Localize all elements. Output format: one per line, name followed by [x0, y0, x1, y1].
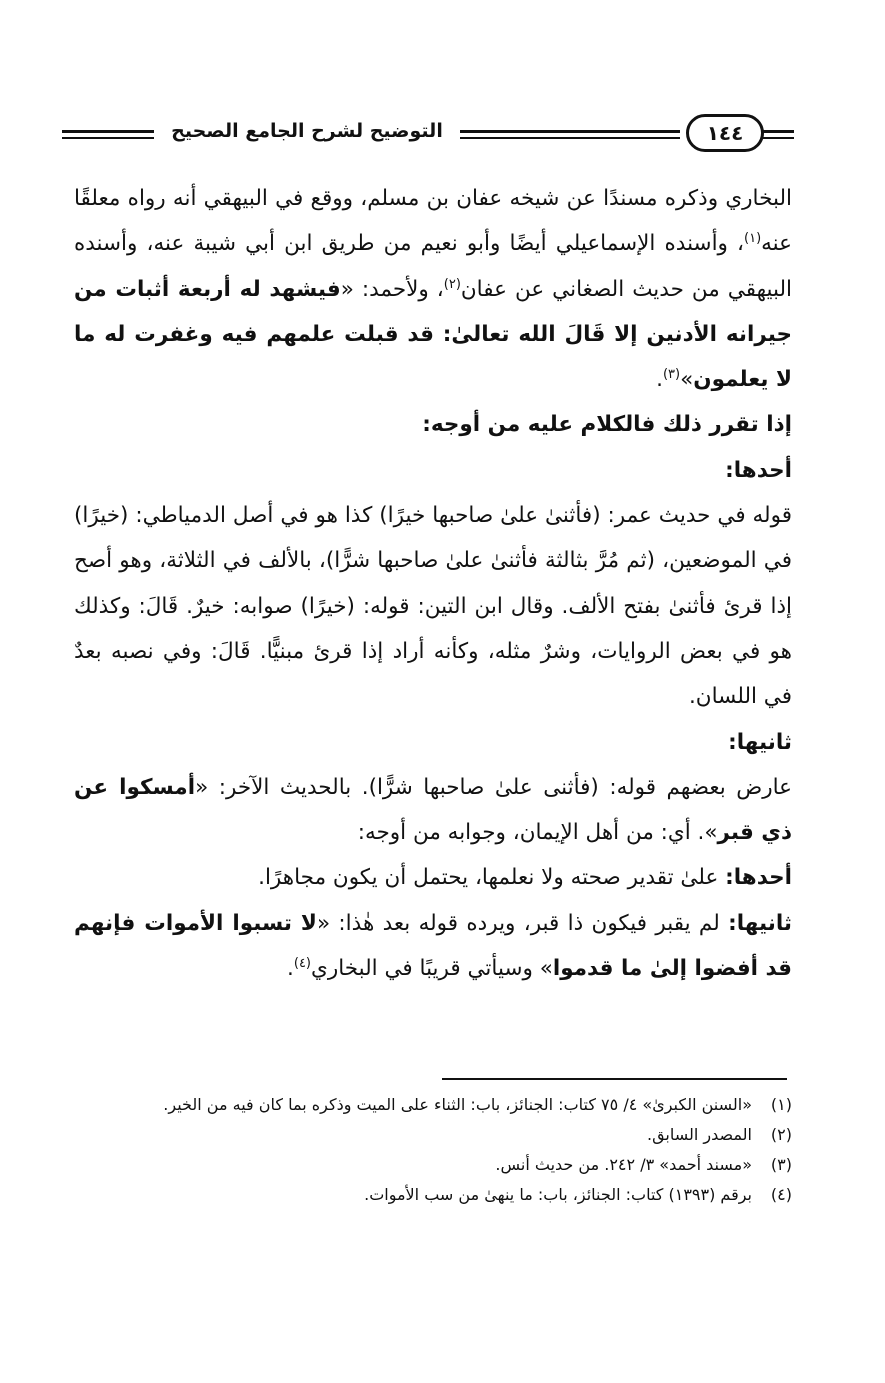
running-title: التوضيح لشرح الجامع الصحيح	[171, 120, 443, 142]
paragraph	[74, 855, 792, 900]
text-run: ». أي: من أهل الإيمان، وجوابه من أوجه:	[357, 820, 718, 846]
hadith-quote: لا تسبوا الأموات فإنهم قد أفضوا إلىٰ ما قدموا	[74, 910, 792, 982]
footnote-separator	[442, 1078, 787, 1080]
point-label: ثانيها:	[728, 910, 792, 936]
text-run: ، وأسنده الإسماعيلي أيضًا وأبو نعيم من طريق ابن أبي شيبة عنه، وأسنده البيهقي من حديث الصغاني عن عفان	[74, 231, 793, 302]
text-run: ، ولأحمد: «	[340, 276, 444, 302]
paragraph	[74, 176, 792, 402]
text-run: لم يقبر فيكون ذا قبر، ويرده قوله بعد هٰذا: «	[316, 910, 729, 936]
footnote-number: (٢)	[770, 1125, 792, 1144]
paragraph: قوله في حديث عمر: (فأثنىٰ علىٰ صاحبها خيرًا) كذا هو في أصل الدمياطي: (خيرًا) في الموضعين، (ثم مُرَّ بثالثة فأثنىٰ علىٰ صاحبها شرًّا)، بالألف في الثلاثة، وهو أصح إذا قرئ فأثنىٰ بفتح الألف. وقال ابن التين: قوله: (خيرًا) صوابه: خيرٌ. قَالَ: وكذلك هو في بعض الروايات، وشرٌ مثله، وكأنه أراد إذا قرئ مبنيًّا. قَالَ: وفي نصبه بعدٌ في اللسان.	[74, 503, 792, 710]
text-run: » وسيأتي قريبًا في البخاري	[311, 956, 553, 982]
footnote-ref: (٢)	[443, 276, 461, 292]
page-number: ١٤٤	[686, 114, 764, 152]
text-run: البخاري وذكره مسندًا عن شيخه عفان بن مسلم، ووقع في البيهقي أنه رواه معلقًا عنه	[74, 186, 792, 257]
footnote-text: برقم (١٣٩٣) كتاب: الجنائز، باب: ما ينهىٰ من سب الأموات.	[364, 1185, 752, 1204]
text-run: .	[287, 956, 294, 982]
point-label: أحدها:	[725, 865, 792, 891]
footnote-number: (٤)	[770, 1185, 792, 1204]
header-rule	[762, 130, 794, 133]
page-header	[62, 112, 794, 162]
text-run: عارض بعضهم قوله: (فأثنى علىٰ صاحبها شرًّا). بالحديث الآخر: «	[195, 774, 792, 800]
footnote-text: «مسند أحمد» ٣/ ٢٤٢. من حديث أنس.	[495, 1155, 752, 1174]
section-heading: أحدها:	[725, 457, 792, 483]
header-rule	[762, 137, 794, 139]
footnote-number: (١)	[770, 1095, 792, 1114]
header-rule	[460, 130, 680, 133]
text-run: »	[680, 367, 694, 393]
header-rule	[460, 137, 680, 139]
footnote-text: المصدر السابق.	[646, 1125, 752, 1144]
paragraph	[74, 765, 792, 856]
footnote	[74, 1090, 792, 1120]
footnotes	[74, 1090, 792, 1210]
footnote-ref: (٣)	[662, 367, 681, 383]
text-run: .	[656, 367, 663, 393]
header-rule	[62, 137, 154, 139]
main-text	[74, 176, 792, 991]
header-rule	[62, 130, 154, 133]
text-run: علىٰ تقدير صحته ولا نعلمها، يحتمل أن يكون مجاهرًا.	[258, 865, 726, 891]
footnote-number: (٣)	[770, 1155, 792, 1174]
footnote-text: «السنن الكبرىٰ» ٤/ ٧٥ كتاب: الجنائز، باب: الثناء على الميت وذكره بما كان فيه من الخير.	[163, 1095, 752, 1114]
footnote	[74, 1180, 792, 1210]
footnote-ref: (٤)	[293, 955, 311, 971]
hadith-quote: فيشهد له أربعة أثبات من جيرانه الأدنين إلا قَالَ الله تعالىٰ: قد قبلت علمهم فيه وغفرت له ما لا يعلمون	[74, 276, 792, 393]
paragraph	[74, 901, 792, 992]
hadith-quote: أمسكوا عن ذي قبر	[74, 774, 792, 846]
footnote-ref: (١)	[744, 231, 762, 247]
section-heading: إذا تقرر ذلك فالكلام عليه من أوجه:	[422, 412, 792, 438]
footnote	[74, 1120, 792, 1150]
section-heading: ثانيها:	[728, 729, 792, 755]
footnote	[74, 1150, 792, 1180]
